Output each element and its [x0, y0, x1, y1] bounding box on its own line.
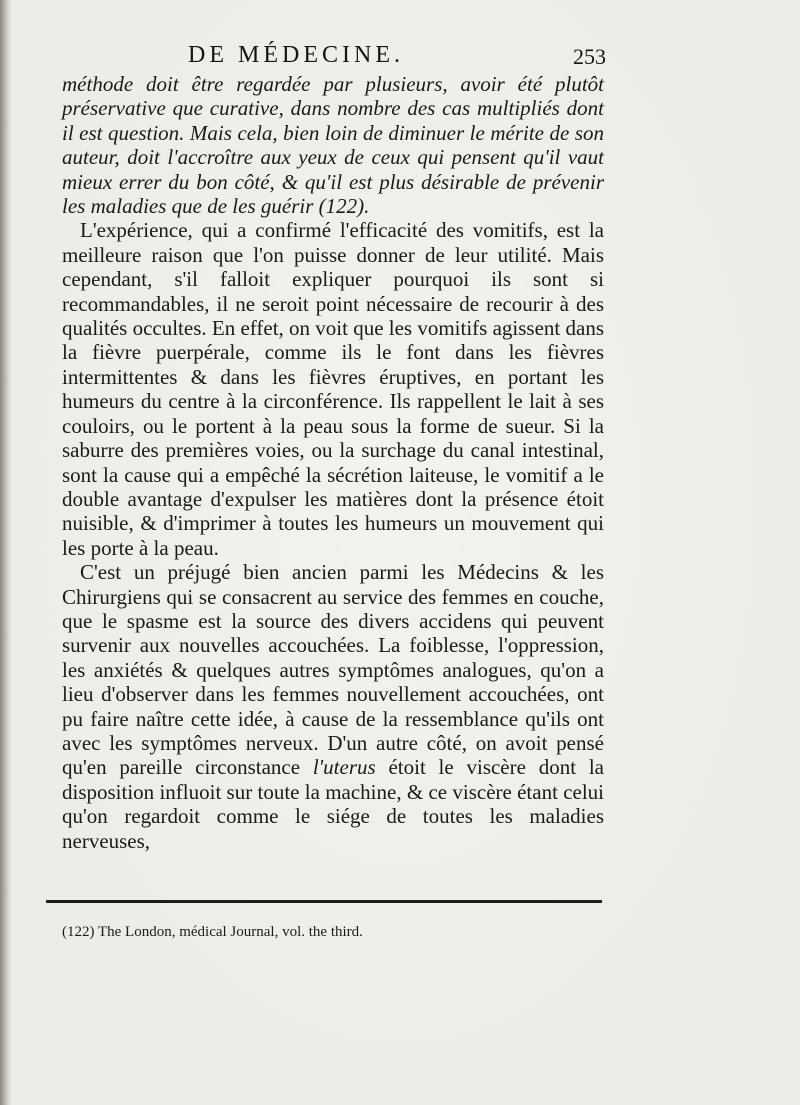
page-gutter-shadow [0, 0, 12, 1105]
running-head [62, 42, 606, 72]
paragraph-3-italic-term: l'uterus [312, 755, 376, 780]
footnote: (122) The London, médical Journal, vol. the third. [62, 924, 363, 940]
running-head-title: DE MÉDECINE. [188, 42, 404, 68]
paragraph-1: méthode doit être regardée par plusieurs, avoir été plutôt préservative que curative, dans nombre des cas multipliés dont il est question. Mais cela, bien loin de diminuer le mérite de son auteur, doit l'accroître aux yeux de ceux qui pensent qu'il vaut mieux errer du bon côté, & qu'il est plus désirable de prévenir les maladies que de les guérir (122). [62, 72, 604, 219]
main-text [62, 72, 604, 853]
paragraph-3 [62, 560, 604, 853]
paragraph-3-text-before: C'est un préjugé bien ancien parmi les Médecins & les Chirurgiens qui se consacrent au service des femmes en couche, que le spasme est la source des divers accidens qui peuvent survenir aux nouvelles accouchées. La foiblesse, l'oppression, les anxiétés & quelques autres symptômes analogues, qu'on a lieu d'observer dans les femmes nouvellement accouchées, ont pu faire naître cette idée, à cause de la ressemblance qu'ils ont avec les symptômes nerveux. D'un autre côté, on avoit pensé qu'en pareille circonstance [62, 560, 604, 780]
footnote-rule [46, 900, 602, 903]
paragraph-3-text-after: étoit le viscère dont la disposition influoit sur toute la machine, & ce viscère étant celui qu'on regardoit comme le siége de toutes les maladies nerveuses, [62, 755, 604, 853]
page-number: 253 [573, 44, 606, 69]
paragraph-2: L'expérience, qui a confirmé l'efficacité des vomitifs, est la meilleure raison que l'on puisse donner de leur utilité. Mais cependant, s'il falloit expliquer pourquoi ils sont si recommandables, il ne seroit point nécessaire de recourir à des qualités occultes. En effet, on voit que les vomitifs agissent dans la fièvre puerpérale, comme ils le font dans les fièvres intermittentes & dans les fièvres éruptives, en portant les humeurs du centre à la circonférence. Ils rappellent le lait à ses couloirs, ou le portent à la peau sous la forme de sueur. Si la saburre des premières voies, ou la surchage du canal intestinal, sont la cause qui a empêché la sécrétion laiteuse, le vomitif a le double avantage d'expulser les matières dont la présence étoit nuisible, & d'imprimer à toutes les humeurs un mouvement qui les porte à la peau. [62, 218, 605, 560]
